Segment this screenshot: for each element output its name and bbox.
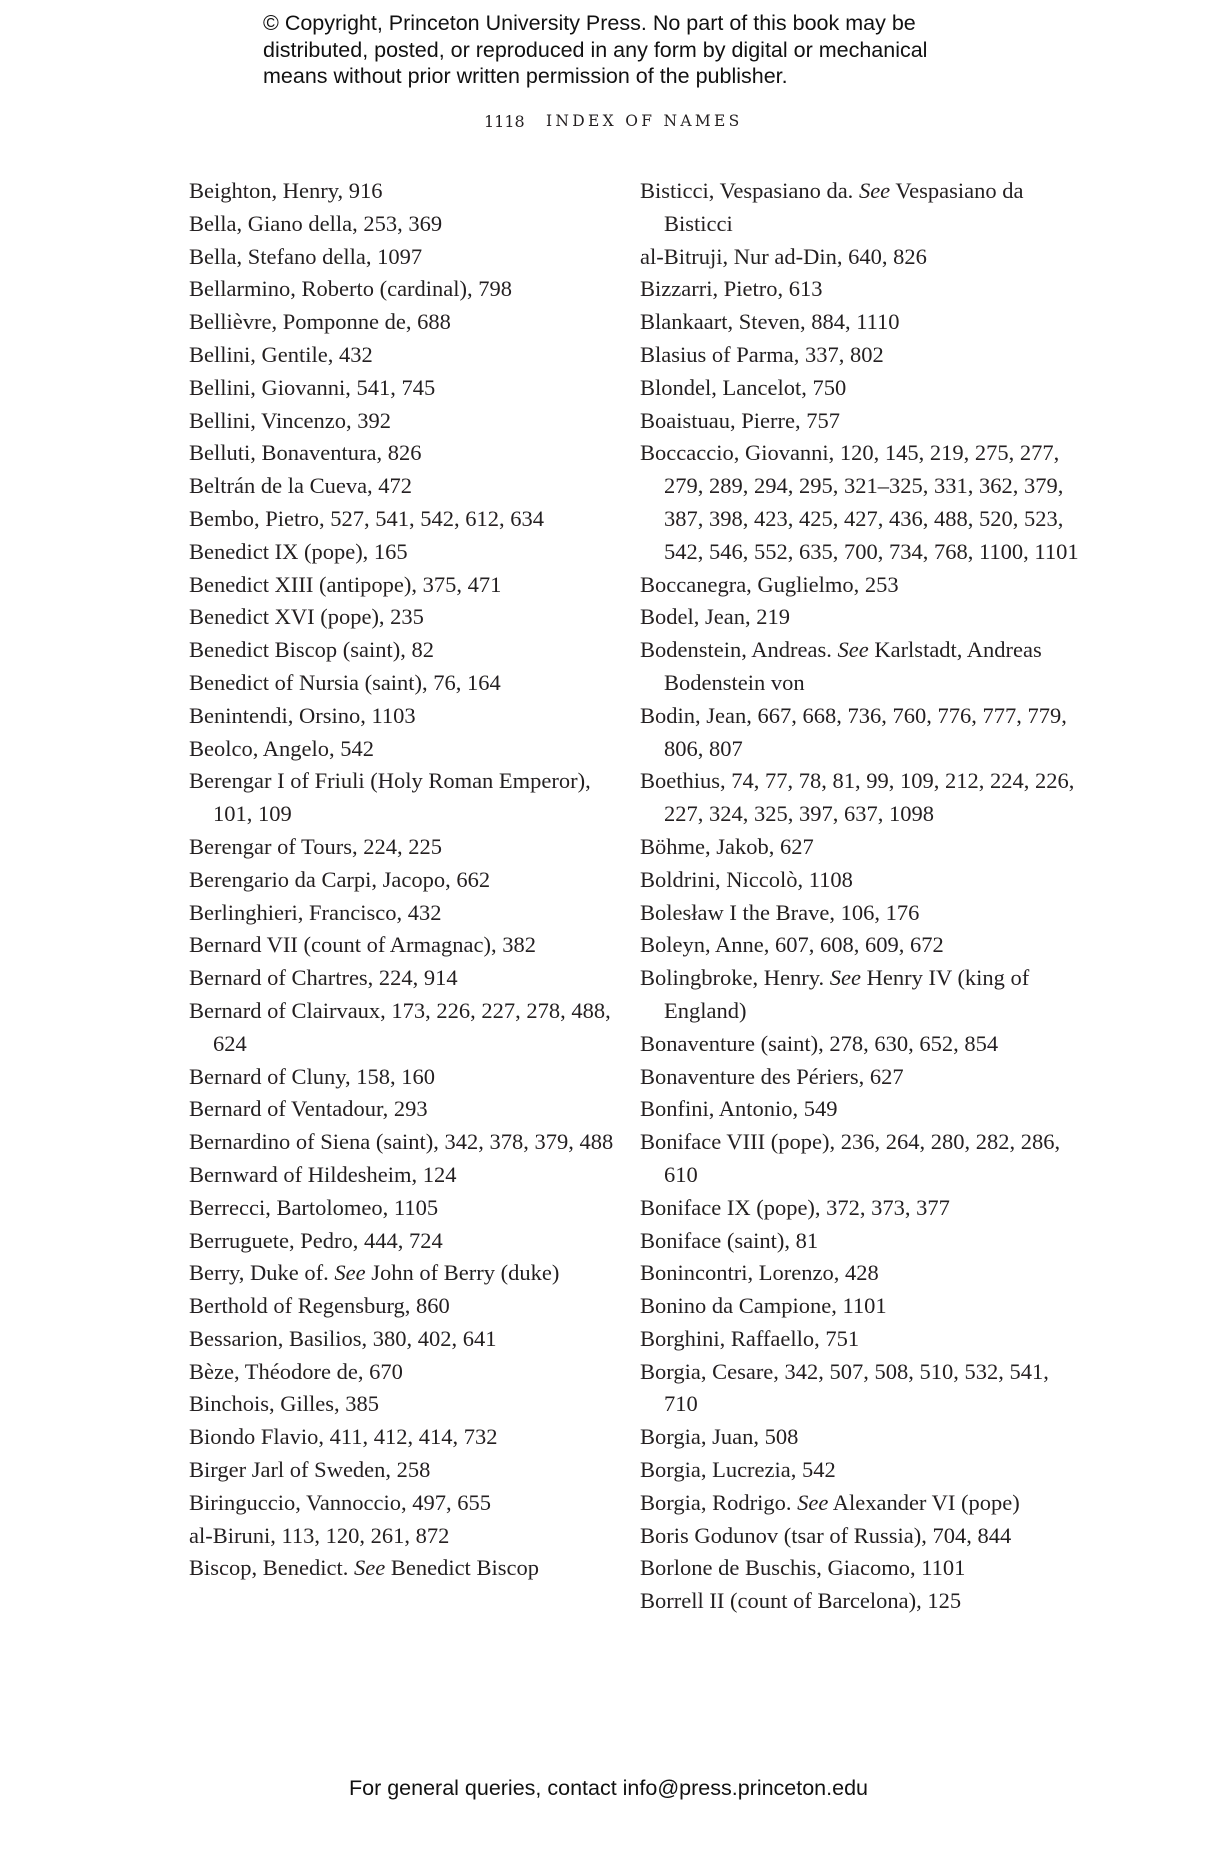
index-entry <box>189 1520 619 1553</box>
index-entry <box>189 569 619 602</box>
index-entry <box>189 700 619 733</box>
index-entry <box>640 1323 1080 1356</box>
index-entry <box>640 1290 1080 1323</box>
see-reference: See <box>353 1555 386 1581</box>
copyright-line: © Copyright, Princeton University Press. No part of this book may be <box>263 11 916 35</box>
index-entry <box>189 1487 619 1520</box>
see-reference: See <box>858 178 891 203</box>
index-entry <box>189 1093 619 1126</box>
index-entry <box>189 339 619 372</box>
index-entry <box>640 241 1080 274</box>
entry-text: Boniface IX (pope), 372, 373, 377 <box>640 1194 950 1220</box>
index-entry <box>189 634 619 667</box>
entry-text: Boniface VIII (pope), 236, 264, 280, 282, 286, 610 <box>640 1129 1061 1187</box>
entry-text: Biondo Flavio, 411, 412, 414, 732 <box>189 1424 498 1450</box>
index-entry <box>189 175 619 208</box>
entry-text: Bizzarri, Pietro, 613 <box>640 276 823 302</box>
index-entry <box>189 1192 619 1225</box>
index-entry <box>640 1356 1080 1422</box>
entry-text: Borgia, Rodrigo. <box>640 1489 792 1515</box>
entry-text: Boccanegra, Guglielmo, 253 <box>640 571 899 597</box>
see-target: Benedict Biscop <box>390 1555 539 1581</box>
index-entry <box>640 306 1080 339</box>
index-entry <box>640 405 1080 438</box>
entry-text: Bolesław I the Brave, 106, 176 <box>640 899 920 925</box>
index-entry <box>640 339 1080 372</box>
index-entry <box>640 1028 1080 1061</box>
entry-text: Bodel, Jean, 219 <box>640 604 790 630</box>
entry-text: Benintendi, Orsino, 1103 <box>189 702 416 728</box>
footer <box>0 1776 1225 1801</box>
entry-text: Borgia, Cesare, 342, 507, 508, 510, 532, 541, 710 <box>640 1358 1049 1417</box>
index-entry <box>640 1520 1080 1553</box>
entry-text: Böhme, Jakob, 627 <box>640 833 814 859</box>
entry-text: Belluti, Bonaventura, 826 <box>189 440 422 466</box>
entry-text: Beltrán de la Cueva, 472 <box>189 473 413 499</box>
entry-text: Bèze, Théodore de, 670 <box>189 1358 403 1384</box>
entry-text: Berlinghieri, Francisco, 432 <box>189 899 442 925</box>
entry-text: Boccaccio, Giovanni, 120, 145, 219, 275, 277, 279, 289, 294, 295, 321–325, 331, 362, 379, 387, 398, 423, 425, 427, 436, 488, 520, 523, 542, 546, 552, 635, 700, 734, 768, 1100, 1101 <box>640 440 1079 564</box>
index-entry <box>189 897 619 930</box>
index-entry <box>640 634 1080 700</box>
entry-text: Bonfini, Antonio, 549 <box>640 1096 838 1122</box>
index-entry <box>189 831 619 864</box>
entry-text: Bernward of Hildesheim, 124 <box>189 1161 457 1187</box>
index-entry <box>189 864 619 897</box>
index-entry <box>189 1388 619 1421</box>
entry-text: Benedict XIII (antipope), 375, 471 <box>189 571 502 597</box>
entry-text: al-Bitruji, Nur ad-Din, 640, 826 <box>640 243 927 269</box>
index-entry <box>189 1061 619 1094</box>
index-entry <box>189 765 619 831</box>
see-target: Alexander VI (pope) <box>832 1489 1020 1515</box>
index-entry <box>640 1454 1080 1487</box>
index-column-right <box>640 175 1080 1618</box>
page-number: 1118 <box>484 112 525 131</box>
entry-text: Bisticci, Vespasiano da. <box>640 178 854 203</box>
index-entry <box>189 1257 619 1290</box>
entry-text: Birger Jarl of Sweden, 258 <box>189 1457 431 1483</box>
index-entry <box>189 667 619 700</box>
entry-text: Bernard of Ventadour, 293 <box>189 1096 428 1122</box>
entry-text: Boaistuau, Pierre, 757 <box>640 407 840 433</box>
index-entry <box>189 1290 619 1323</box>
entry-text: Berry, Duke of. <box>189 1260 329 1286</box>
entry-text: Biscop, Benedict. <box>189 1555 349 1581</box>
index-entry <box>189 1356 619 1389</box>
entry-text: Bellini, Gentile, 432 <box>189 341 373 367</box>
index-entry <box>189 601 619 634</box>
index-entry <box>640 1487 1080 1520</box>
index-entry <box>640 700 1080 766</box>
entry-text: Benedict Biscop (saint), 82 <box>189 637 434 663</box>
entry-text: Borgia, Lucrezia, 542 <box>640 1457 836 1483</box>
index-entry <box>640 1093 1080 1126</box>
entry-text: Borlone de Buschis, Giacomo, 1101 <box>640 1555 966 1581</box>
entry-text: Bonaventure (saint), 278, 630, 652, 854 <box>640 1030 999 1056</box>
entry-text: Benedict of Nursia (saint), 76, 164 <box>189 669 501 695</box>
entry-text: Bembo, Pietro, 527, 541, 542, 612, 634 <box>189 505 544 531</box>
entry-text: Borrell II (count of Barcelona), 125 <box>640 1588 962 1614</box>
index-entry <box>189 1126 619 1159</box>
entry-text: Berengar I of Friuli (Holy Roman Emperor), 101, 109 <box>189 768 591 827</box>
entry-text: Bernardino of Siena (saint), 342, 378, 379, 488 <box>189 1129 614 1155</box>
index-entry <box>189 1552 619 1585</box>
entry-text: Bonincontri, Lorenzo, 428 <box>640 1260 879 1286</box>
index-entry <box>189 995 619 1061</box>
entry-text: Bellièvre, Pomponne de, 688 <box>189 309 451 335</box>
index-entry <box>189 405 619 438</box>
entry-text: Blankaart, Steven, 884, 1110 <box>640 309 900 335</box>
entry-text: Berrecci, Bartolomeo, 1105 <box>189 1194 439 1220</box>
index-entry <box>189 273 619 306</box>
index-entry <box>640 765 1080 831</box>
index-entry <box>640 962 1080 1028</box>
index-entry <box>640 1552 1080 1585</box>
entry-text: Binchois, Gilles, 385 <box>189 1391 379 1417</box>
entry-text: Berengario da Carpi, Jacopo, 662 <box>189 866 491 892</box>
index-entry <box>640 1225 1080 1258</box>
see-reference: See <box>829 965 861 991</box>
index-entry <box>640 437 1080 568</box>
entry-text: Bonaventure des Périers, 627 <box>640 1063 904 1089</box>
entry-text: Beolco, Angelo, 542 <box>189 735 374 761</box>
see-target: Karlstadt, Andreas Bodenstein von <box>664 637 1042 695</box>
index-entry <box>189 1225 619 1258</box>
entry-text: Beighton, Henry, 916 <box>189 178 383 203</box>
entry-text: Benedict IX (pope), 165 <box>189 538 408 564</box>
index-entry <box>640 1257 1080 1290</box>
see-reference: See <box>837 637 869 663</box>
index-entry <box>189 470 619 503</box>
see-reference: See <box>334 1260 366 1286</box>
entry-text: Bellini, Vincenzo, 392 <box>189 407 391 433</box>
entry-text: Bessarion, Basilios, 380, 402, 641 <box>189 1325 497 1351</box>
entry-text: Boris Godunov (tsar of Russia), 704, 844 <box>640 1522 1012 1548</box>
index-entry <box>640 831 1080 864</box>
entry-text: Bellarmino, Roberto (cardinal), 798 <box>189 276 513 302</box>
see-target: John of Berry (duke) <box>371 1260 560 1286</box>
entry-text: Boldrini, Niccolò, 1108 <box>640 866 853 892</box>
index-entry <box>640 929 1080 962</box>
index-column-left <box>189 175 619 1585</box>
index-entry <box>189 372 619 405</box>
entry-text: Berruguete, Pedro, 444, 724 <box>189 1227 443 1253</box>
index-entry <box>189 503 619 536</box>
index-entry <box>189 962 619 995</box>
index-entry <box>640 175 1080 241</box>
index-entry <box>189 536 619 569</box>
entry-text: Borgia, Juan, 508 <box>640 1424 799 1450</box>
index-entry <box>640 897 1080 930</box>
copyright-line: distributed, posted, or reproduced in any form by digital or mechanical <box>263 37 928 62</box>
index-entry <box>640 1585 1080 1618</box>
index-entry <box>189 1323 619 1356</box>
entry-text: Bernard VII (count of Armagnac), 382 <box>189 932 536 958</box>
see-target: Vespasiano da Bisticci <box>664 178 1024 236</box>
entry-text: Bella, Stefano della, 1097 <box>189 243 423 269</box>
index-entry <box>189 241 619 274</box>
index-entry <box>189 1159 619 1192</box>
index-entry <box>189 306 619 339</box>
copyright-line: means without prior written permission of the publisher. <box>263 64 788 88</box>
index-entry <box>189 208 619 241</box>
index-entry <box>189 929 619 962</box>
entry-text: Benedict XVI (pope), 235 <box>189 604 424 630</box>
entry-text: Borghini, Raffaello, 751 <box>640 1325 860 1351</box>
entry-text: Bellini, Giovanni, 541, 745 <box>189 374 436 400</box>
entry-text: Bonino da Campione, 1101 <box>640 1293 887 1319</box>
entry-text: Bella, Giano della, 253, 369 <box>189 210 443 236</box>
entry-text: Blasius of Parma, 337, 802 <box>640 341 884 367</box>
entry-text: Bolingbroke, Henry. <box>640 965 825 991</box>
copyright-notice <box>263 10 1023 90</box>
index-entry <box>640 273 1080 306</box>
entry-text: Bernard of Cluny, 158, 160 <box>189 1063 436 1089</box>
page-title: INDEX OF NAMES <box>546 112 743 130</box>
index-entry <box>640 1192 1080 1225</box>
index-entry <box>640 1061 1080 1094</box>
index-entry <box>640 601 1080 634</box>
index-entry <box>640 864 1080 897</box>
entry-text: Boethius, 74, 77, 78, 81, 99, 109, 212, 224, 226, 227, 324, 325, 397, 637, 1098 <box>640 768 1075 827</box>
index-entry <box>189 733 619 766</box>
index-entry <box>640 569 1080 602</box>
entry-text: al-Biruni, 113, 120, 261, 872 <box>189 1522 450 1548</box>
index-entry <box>189 437 619 470</box>
entry-text: Boleyn, Anne, 607, 608, 609, 672 <box>640 932 944 958</box>
entry-text: Blondel, Lancelot, 750 <box>640 374 847 400</box>
index-entry <box>640 372 1080 405</box>
entry-text: Bernard of Chartres, 224, 914 <box>189 965 458 991</box>
entry-text: Berengar of Tours, 224, 225 <box>189 833 442 859</box>
index-entry <box>640 1421 1080 1454</box>
entry-text: Bodin, Jean, 667, 668, 736, 760, 776, 777, 779, 806, 807 <box>640 702 1067 761</box>
footer-contact: For general queries, contact info@press.princeton.edu <box>348 1776 868 1800</box>
see-target: Henry IV (king of England) <box>664 965 1030 1023</box>
entry-text: Berthold of Regensburg, 860 <box>189 1293 450 1319</box>
index-entry <box>640 1126 1080 1192</box>
entry-text: Bernard of Clairvaux, 173, 226, 227, 278, 488, 624 <box>189 997 611 1056</box>
index-entry <box>189 1454 619 1487</box>
entry-text: Bodenstein, Andreas. <box>640 637 832 663</box>
entry-text: Boniface (saint), 81 <box>640 1227 819 1253</box>
see-reference: See <box>797 1489 829 1515</box>
index-entry <box>189 1421 619 1454</box>
entry-text: Biringuccio, Vannoccio, 497, 655 <box>189 1489 492 1515</box>
